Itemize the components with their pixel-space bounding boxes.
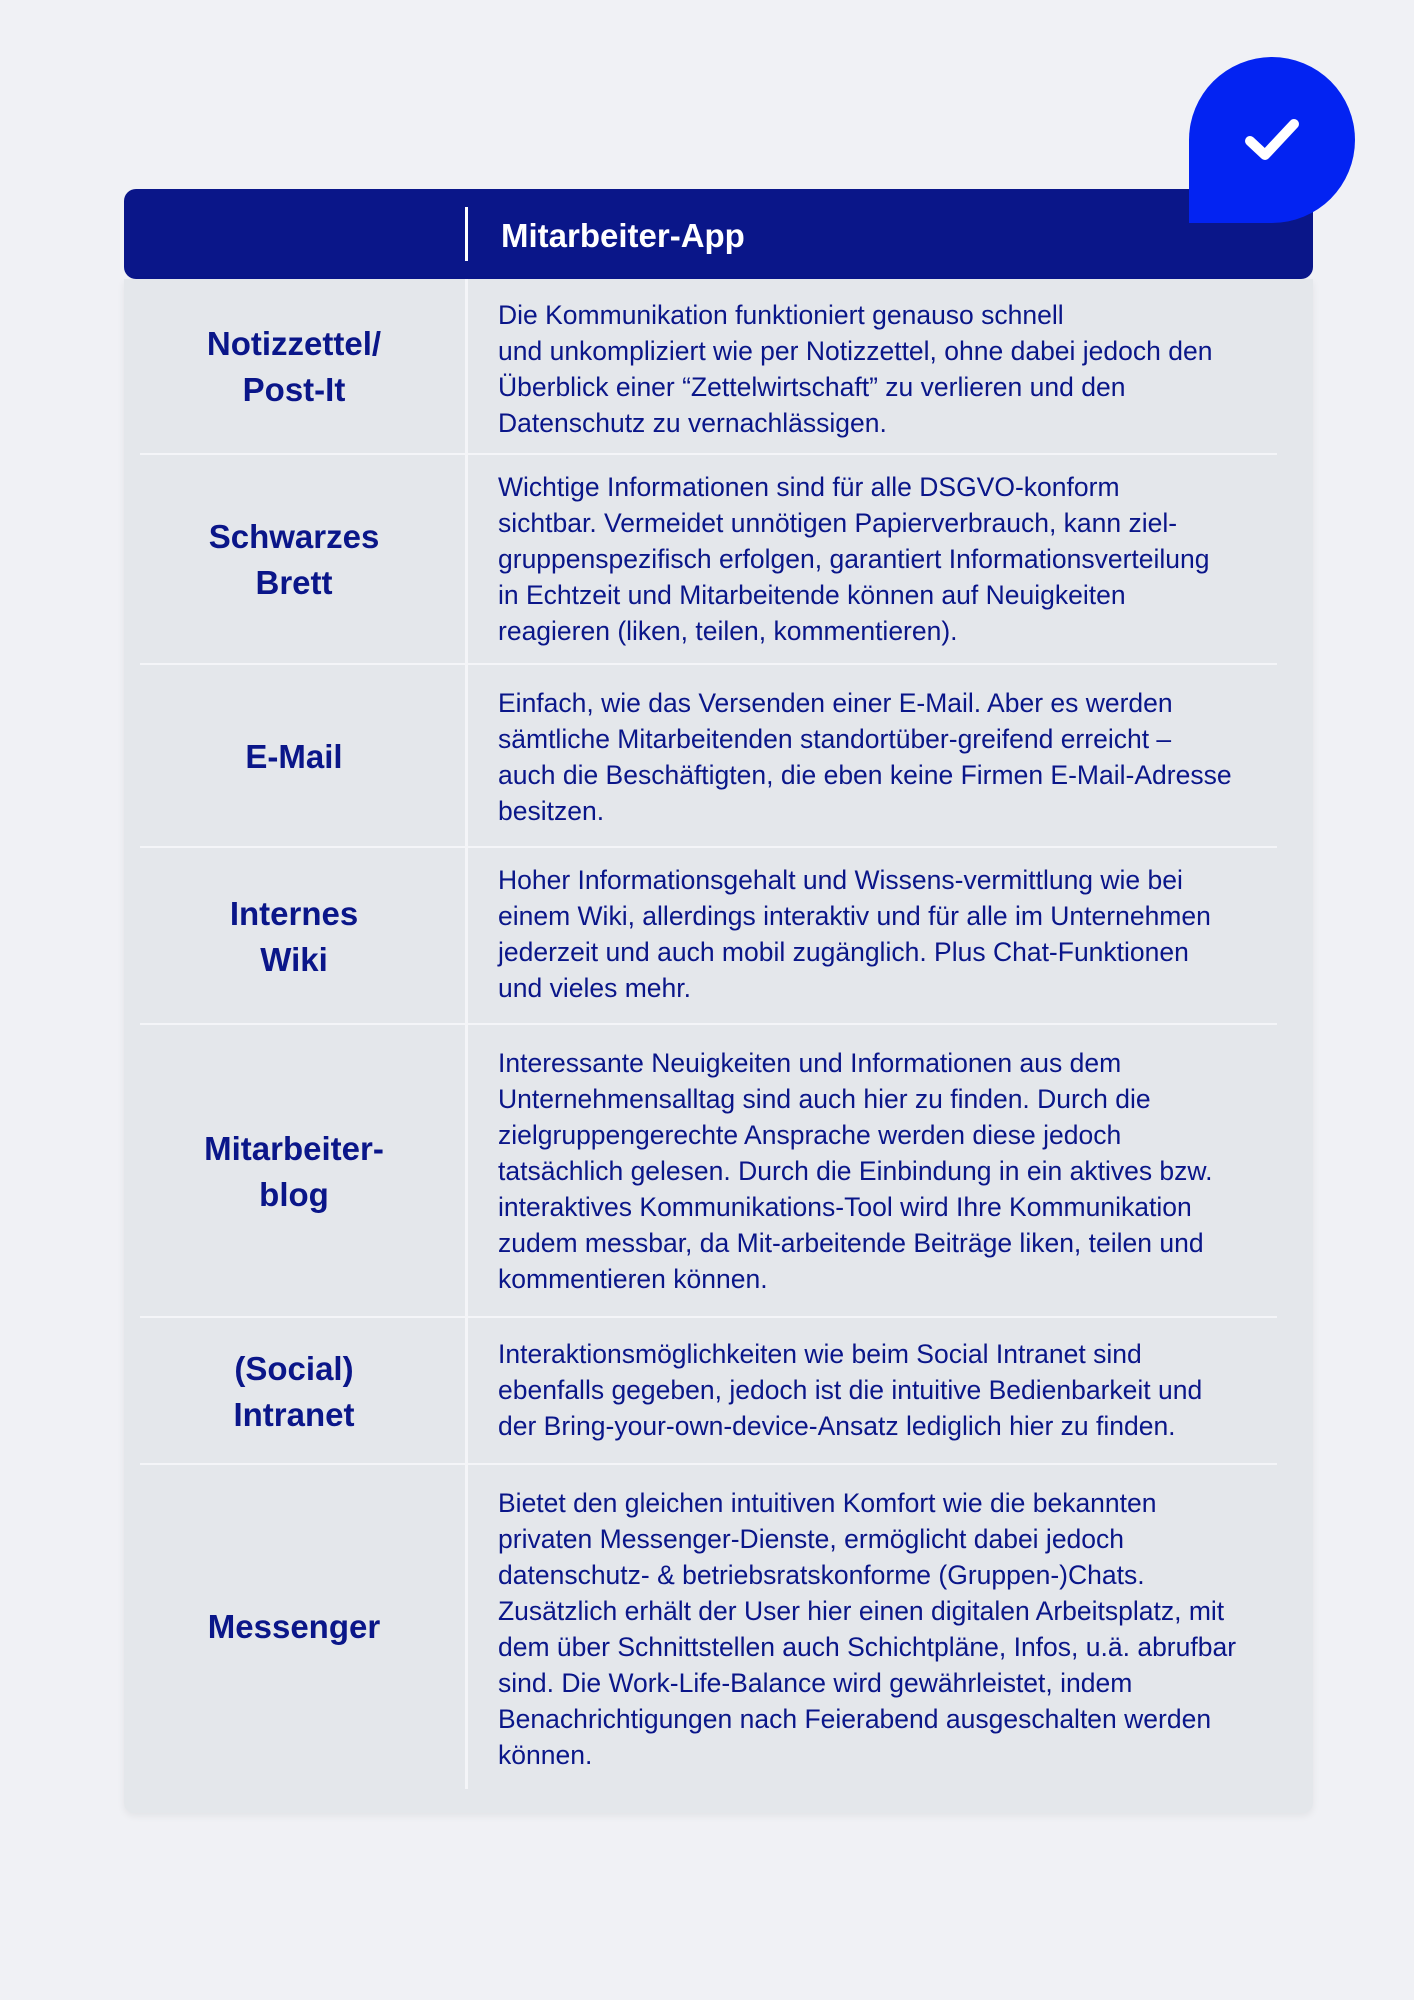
table-row-internes-wiki xyxy=(124,848,1313,1025)
table-row-messenger xyxy=(124,1465,1313,1789)
row-label-cell xyxy=(124,1465,464,1789)
checkmark-icon xyxy=(1244,112,1300,168)
table-row-schwarzes-brett xyxy=(124,455,1313,665)
row-label: (Social) Intranet xyxy=(233,1349,355,1433)
row-label: Mitarbeiter- blog xyxy=(204,1129,384,1213)
table-row-email xyxy=(124,665,1313,848)
row-label-cell xyxy=(124,665,464,848)
row-description: Interessante Neuigkeiten und Informationen aus dem Unternehmensalltag sind auch hier zu finden. Durch die zielgruppengerechte Ansprache werden diese jedoch tatsächlich gelesen. Durch die Einbindung in ein aktives bzw. interaktives Kommunikations-Tool wird Ihre Kommunikation zudem messbar, da Mit-arbeitende Beiträge liken, teilen und kommentieren können. xyxy=(498,1048,1213,1294)
table-row-mitarbeiterblog xyxy=(124,1025,1313,1318)
row-description: Hoher Informationsgehalt und Wissens-vermittlung wie bei einem Wiki, allerdings interaktiv und für alle im Unternehmen jederzeit und auch mobil zugänglich. Plus Chat-Funktionen und vieles mehr. xyxy=(498,865,1211,1003)
row-label-cell xyxy=(124,279,464,455)
comparison-table xyxy=(124,189,1313,1813)
row-description: Interaktionsmöglichkeiten wie beim Social Intranet sind ebenfalls gegeben, jedoch ist die intuitive Bedienbarkeit und der Bring-your-own-device-Ansatz lediglich hier zu finden. xyxy=(498,1339,1203,1441)
row-label-cell xyxy=(124,1318,464,1465)
checkmark-badge xyxy=(1189,57,1355,223)
row-description: Die Kommunikation funktioniert genauso schnell und unkompliziert wie per Notizzettel, ohne dabei jedoch den Überblick einer “Zettelwirtschaft” zu verlieren und den Datenschutz zu vernachlässigen. xyxy=(498,300,1213,438)
row-label-cell xyxy=(124,848,464,1025)
row-label: Schwarzes Brett xyxy=(208,518,380,601)
row-label-cell xyxy=(124,1025,464,1318)
table-body xyxy=(124,279,1313,1813)
row-description: Wichtige Informationen sind für alle DSGVO-konform sichtbar. Vermeidet unnötigen Papierverbrauch, kann ziel- gruppenspezifisch erfolgen, garantiert Informationsverteilung in Echtzeit und Mitarbeitende können auf Neuigkeiten reagieren (liken, teilen, kommentieren). xyxy=(498,472,1210,646)
row-description: Bietet den gleichen intuitiven Komfort wie die bekannten privaten Messenger-Dienste, ermöglicht dabei jedoch datenschutz- & betriebsratskonforme (Gruppen-)Chats. Zusätzlich erhält der User hier einen digitalen Arbeitsplatz, mit dem über Schnittstellen auch Schichtpläne, Infos, u.ä. abrufbar sind. Die Work-Life-Balance wird gewährleistet, indem Benachrichtigungen nach Feierabend ausgeschalten werden können. xyxy=(498,1488,1237,1770)
row-label: Internes Wiki xyxy=(229,894,359,978)
row-label: Notizzettel/ Post-It xyxy=(206,325,382,408)
table-header xyxy=(124,189,1313,279)
header-title: Mitarbeiter-App xyxy=(501,217,745,254)
table-row-social-intranet xyxy=(124,1318,1313,1465)
row-label-cell xyxy=(124,455,464,665)
row-label: E-Mail xyxy=(245,737,343,775)
header-divider xyxy=(465,207,468,261)
table-row-notizzettel xyxy=(124,279,1313,455)
row-label: Messenger xyxy=(207,1608,381,1645)
row-description: Einfach, wie das Versenden einer E-Mail. Aber es werden sämtliche Mitarbeitenden standortüber-greifend erreicht – auch die Beschäftigten, die eben keine Firmen E-Mail-Adresse besitzen. xyxy=(498,688,1232,826)
